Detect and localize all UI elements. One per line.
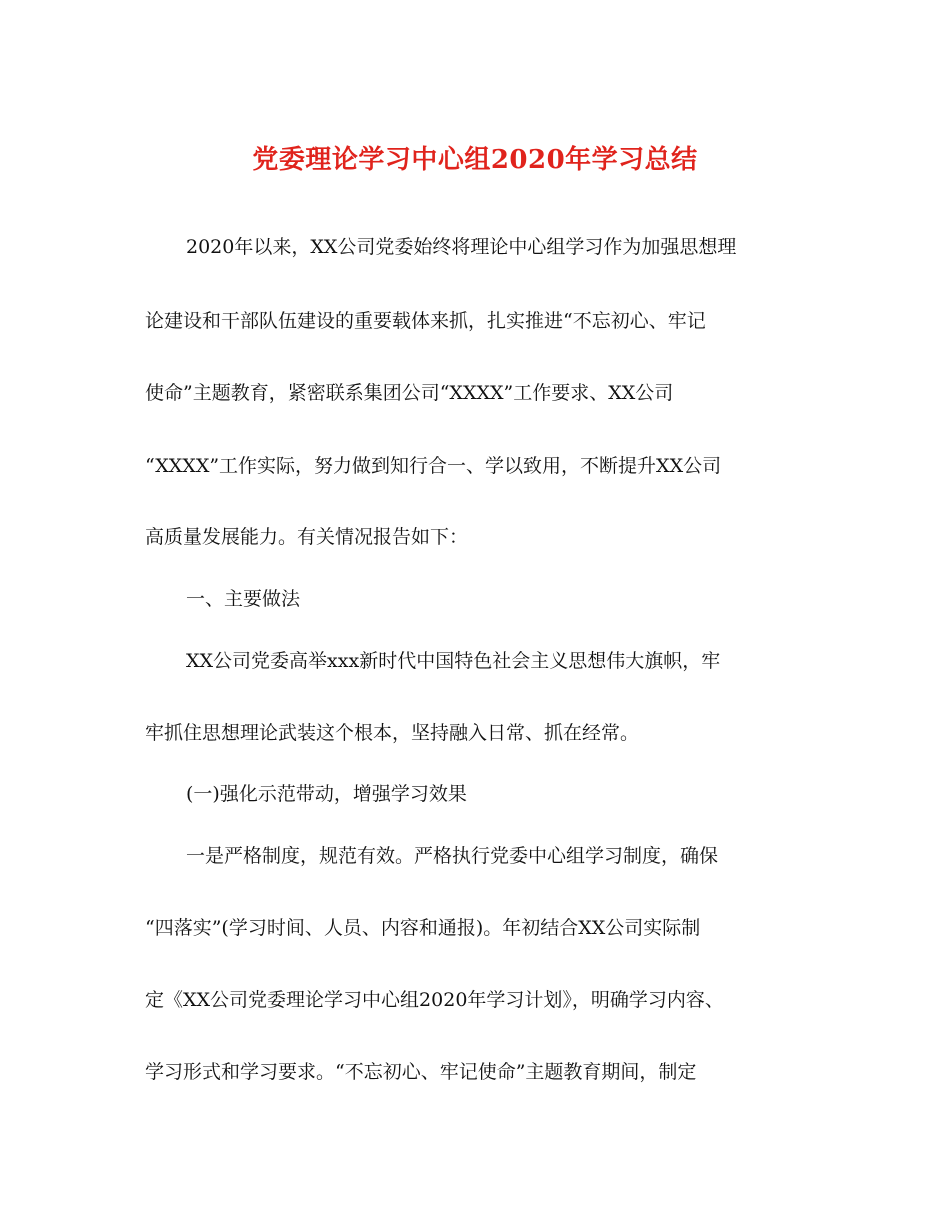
section-heading: 一、主要做法 xyxy=(186,588,301,610)
paragraph-line: 一是严格制度，规范有效。严格执行党委中心组学习制度，确保 xyxy=(186,845,719,867)
paragraph-line: “四落实”(学习时间、人员、内容和通报)。年初结合XX公司实际制 xyxy=(145,917,701,939)
paragraph-line: 学习形式和学习要求。“不忘初心、牢记使命”主题教育期间，制定 xyxy=(145,1061,697,1083)
paragraph-line: 使命”主题教育，紧密联系集团公司“XXXX”工作要求、XX公司 xyxy=(145,382,674,404)
paragraph-line: 2020年以来，XX公司党委始终将理论中心组学习作为加强思想理 xyxy=(186,236,737,258)
paragraph-line: 定《XX公司党委理论学习中心组2020年学习计划》，明确学习内容、 xyxy=(145,989,724,1011)
document-title: 党委理论学习中心组2020年学习总结 xyxy=(252,145,698,175)
paragraph-line: 牢抓住思想理论武装这个根本，坚持融入日常、抓在经常。 xyxy=(145,722,640,744)
paragraph-line: “XXXX”工作实际，努力做到知行合一、学以致用，不断提升XX公司 xyxy=(145,455,722,477)
subsection-heading: (一)强化示范带动，增强学习效果 xyxy=(186,783,467,805)
paragraph-line: 论建设和干部队伍建设的重要载体来抓，扎实推进“不忘初心、牢记 xyxy=(145,310,706,332)
paragraph-line: XX公司党委高举xxx新时代中国特色社会主义思想伟大旗帜，牢 xyxy=(186,650,721,672)
paragraph-line: 高质量发展能力。有关情况报告如下： xyxy=(145,526,469,548)
